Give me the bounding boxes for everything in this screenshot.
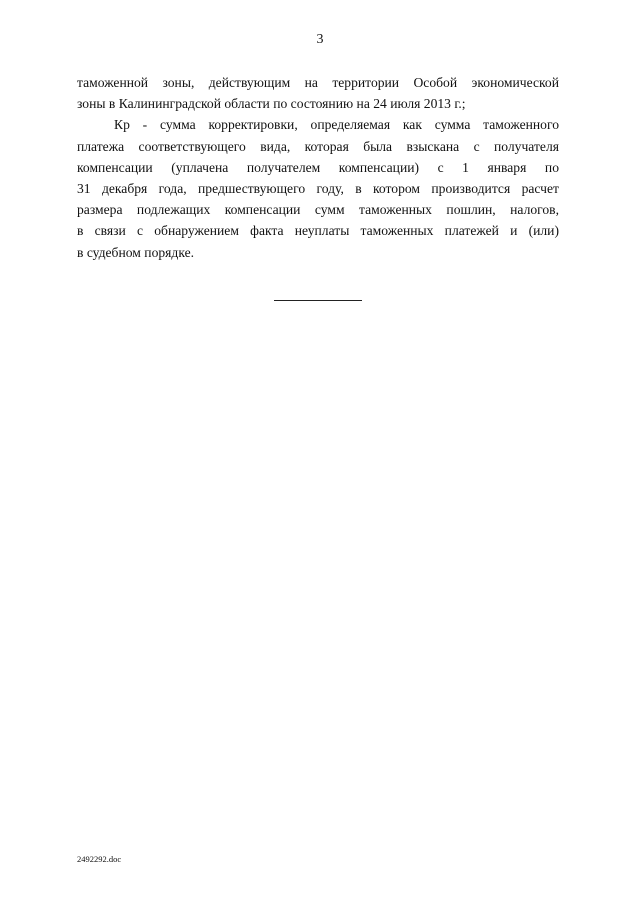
text-line-7: размера подлежащих компенсации сумм таможенных пошлин, налогов, (77, 202, 559, 218)
section-divider (274, 300, 362, 301)
text-line-5: компенсации (уплачена получателем компенсации) с 1 января по (77, 159, 559, 175)
footer-filename: 2492292.doc (77, 854, 122, 864)
text-line-3: Кр - сумма корректировки, определяемая как сумма таможенного (114, 117, 559, 133)
text-line-1: таможенной зоны, действующим на территории Особой экономической (77, 75, 559, 90)
text-line-8: в связи с обнаружением факта неуплаты таможенных платежей и (или) (77, 223, 559, 239)
document-body (77, 72, 559, 263)
text-line-6: 31 декабря года, предшествующего году, в котором производится расчет (77, 181, 559, 197)
page-number: 3 (316, 32, 324, 47)
text-line-2: зоны в Калининградской области по состоянию на 24 июля 2013 г.; (77, 96, 466, 112)
text-line-9: в судебном порядке. (77, 244, 195, 260)
text-line-4: платежа соответствующего вида, которая была взыскана с получателя (77, 138, 559, 154)
